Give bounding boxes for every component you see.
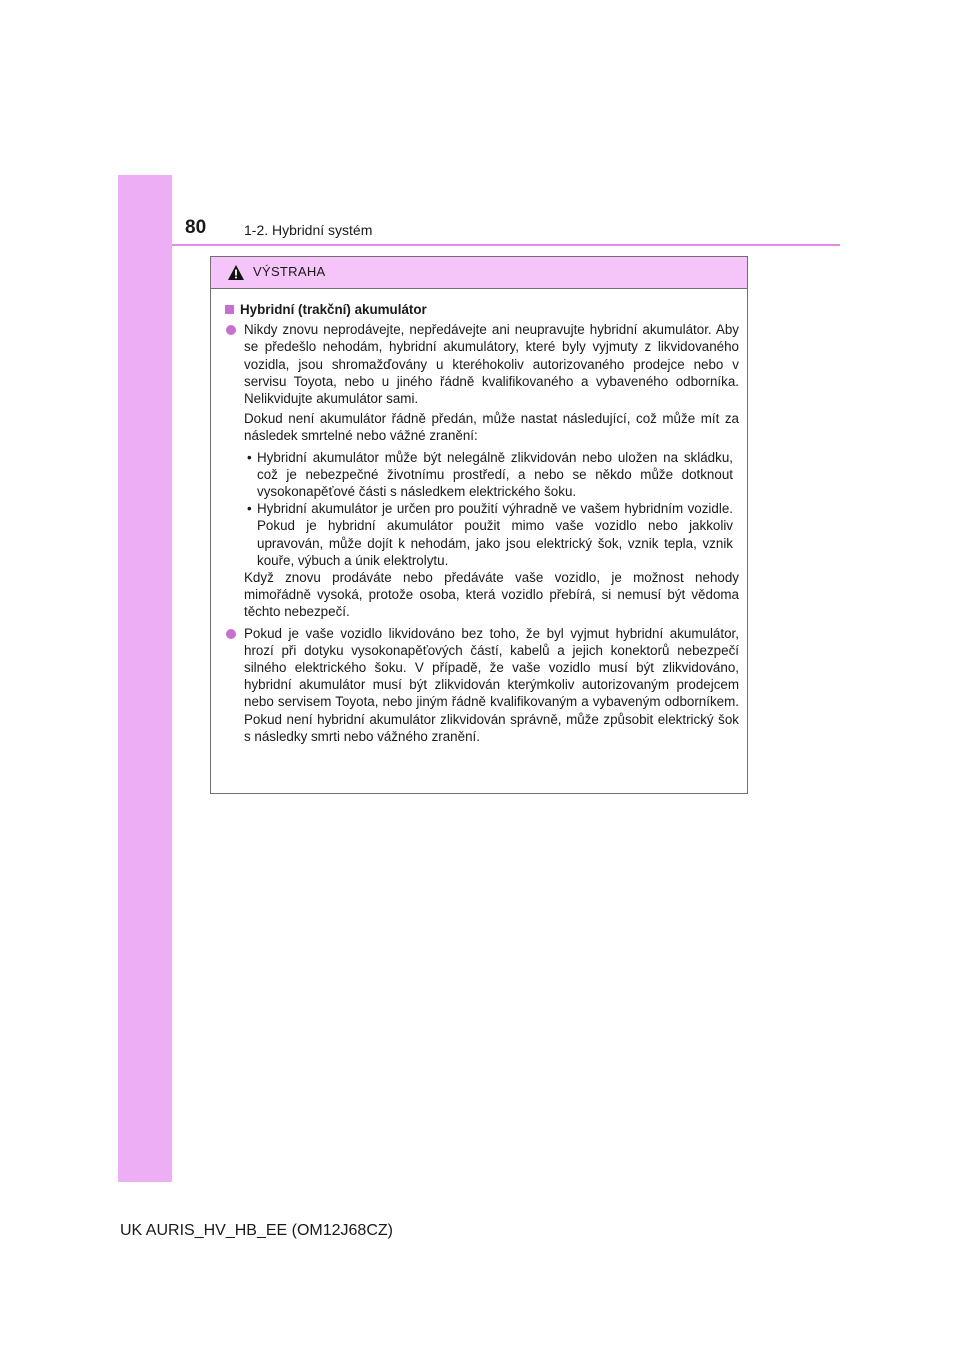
- subsection-heading: [221, 301, 739, 318]
- square-bullet-icon: [225, 305, 234, 314]
- list-item: [221, 449, 739, 501]
- round-bullet-icon: [226, 325, 236, 335]
- list-item-text: Hybridní akumulátor je určen pro použití výhradně ve vašem hybridním vozidle. Pokud je hybridní akumulátor použit mimo vaše vozidlo nebo jakkoliv upravován, může dojít k nehodám, jako jsou elektrický šok, vznik tepla, vznik kouře, výbuch a únik elektrolytu.: [257, 501, 733, 568]
- page-number: 80: [185, 217, 207, 238]
- list-bullet-icon: •: [247, 501, 252, 517]
- paragraph: Dokud není akumulátor řádně předán, může nastat následující, což může mít za následek smrtelné nebo vážné zranění:: [244, 411, 739, 444]
- document-code: UK AURIS_HV_HB_EE (OM12J68CZ): [120, 1222, 393, 1239]
- list-bullet-icon: •: [247, 449, 252, 465]
- section-title: 1-2. Hybridní systém: [244, 222, 373, 238]
- warning-triangle-icon: [227, 264, 245, 281]
- warning-box: [210, 256, 748, 794]
- warning-label: VÝSTRAHA: [253, 264, 326, 279]
- list-item: [221, 500, 739, 569]
- round-bullet-icon: [226, 629, 236, 639]
- warning-body: [211, 289, 747, 745]
- bullet-text: Nikdy znovu neprodávejte, nepředávejte ani neupravujte hybridní akumulátor. Aby se předešlo nehodám, hybridní akumulátory, které byly vyjmuty z likvidovaného vozidla, jsou shromažďovány u kteréhokoliv autorizovaného prodejce nebo v servisu Toyota, nebo u jiného řádně kvalifikovaného a vybaveného odborníka. Nelikvidujte akumulátor sami.: [244, 322, 739, 407]
- bullet-item: [221, 321, 739, 407]
- warning-header: [211, 257, 747, 289]
- list-item-text: Hybridní akumulátor může být nelegálně zlikvidován nebo uložen na skládku, což je nebezpečné životnímu prostředí, a nebo se někdo může dotknout vysokonapěťové části s následkem elektrického šoku.: [257, 449, 733, 500]
- bullet-text: Pokud je vaše vozidlo likvidováno bez toho, že byl vyjmut hybridní akumulátor, hrozí při dotyku vysokonapěťových částí, kabelů a jejich konektorů nebezpečí silného elektrického šoku. V případě, že vaše vozidlo musí být zlikvidováno, hybridní akumulátor musí být zlikvidován kterýmkoliv autorizovaným prodejcem nebo servisem Toyota, nebo jiným řádně kvalifikovaným a vybaveným odborníkem. Pokud není hybridní akumulátor zlikvidován správně, může způsobit elektrický šok s následky smrti nebo vážného zranění.: [244, 625, 739, 744]
- side-tab-bar: [118, 175, 172, 1182]
- header-divider: [172, 244, 840, 246]
- bullet-item: [221, 625, 739, 745]
- paragraph: Když znovu prodáváte nebo předáváte vaše vozidlo, je možnost nehody mimořádně vysoká, protože osoba, která vozidlo přebírá, si nemusí být vědoma těchto nebezpečí.: [244, 570, 739, 620]
- subsection-heading-text: Hybridní (trakční) akumulátor: [240, 302, 427, 317]
